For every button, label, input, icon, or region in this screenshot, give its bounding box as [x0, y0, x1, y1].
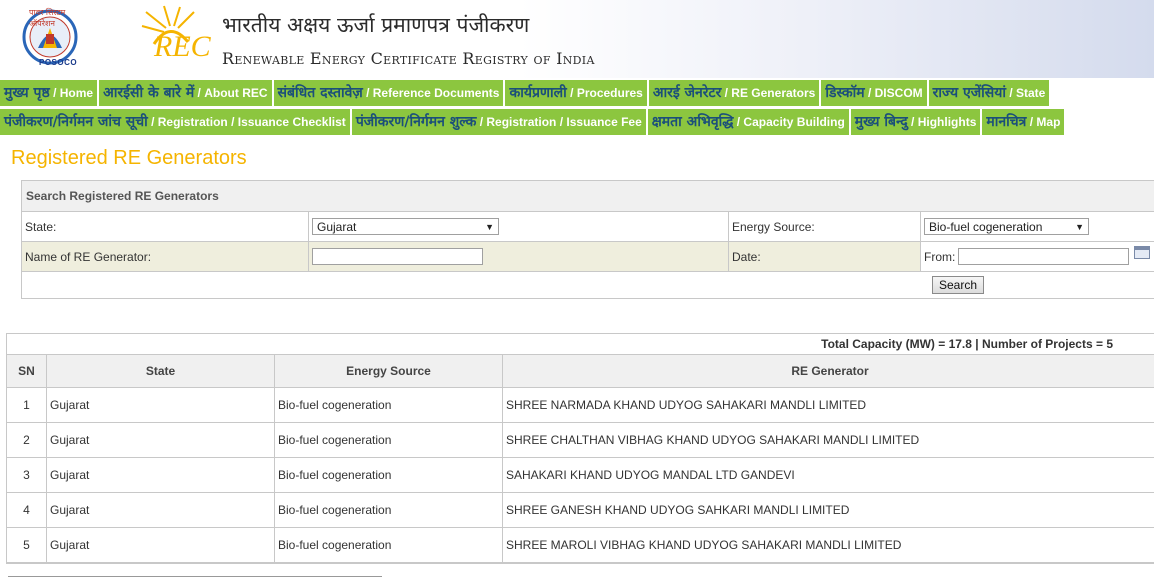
cell-sn: 3	[7, 458, 47, 492]
nav-label-english: / RE Generators	[721, 86, 816, 100]
nav-label-hindi: मुख्य बिन्दु	[854, 114, 908, 130]
main-nav-row-2	[0, 109, 1154, 135]
energy-source-select-value: Bio-fuel cogeneration	[929, 219, 1043, 234]
column-header-state: State	[47, 355, 275, 387]
nav-highlights[interactable]	[851, 109, 981, 135]
nav-label-hindi: क्षमता अभिवृद्धि	[651, 114, 734, 130]
nav-label-hindi: पंजीकरण/निर्गमन जांच सूची	[4, 114, 148, 130]
rec-sun-logo-icon	[136, 4, 220, 68]
from-label: From:	[924, 249, 956, 264]
cell-sn: 2	[7, 423, 47, 457]
nav-reference-documents[interactable]	[274, 80, 504, 106]
cell-sn: 5	[7, 528, 47, 562]
dropdown-arrow-icon: ▼	[1075, 221, 1084, 232]
nav-label-hindi: डिस्कॉम	[825, 85, 865, 101]
nav-state-agencies[interactable]	[929, 80, 1050, 106]
results-table	[6, 333, 1154, 564]
energy-source-label: Energy Source:	[729, 212, 921, 241]
nav-label-hindi: आरई जेनरेटर	[652, 85, 722, 101]
calendar-icon[interactable]	[1134, 246, 1150, 259]
re-generator-name-input[interactable]	[312, 248, 483, 265]
nav-label-english: / Home	[49, 86, 94, 100]
energy-source-select-cell	[921, 212, 1154, 241]
table-row	[7, 423, 1154, 458]
cell-re-generator: SHREE NARMADA KHAND UDYOG SAHAKARI MANDLI LIMITED	[506, 398, 867, 412]
table-header-row	[7, 355, 1154, 388]
nav-label-english: / Highlights	[907, 115, 977, 129]
nav-capacity-building[interactable]	[648, 109, 849, 135]
search-row-state	[22, 212, 1154, 242]
state-select[interactable]	[312, 218, 499, 235]
rec-logo[interactable]	[136, 4, 220, 68]
nav-label-english: / Procedures	[566, 86, 643, 100]
footer-divider	[8, 576, 382, 577]
dropdown-arrow-icon: ▼	[485, 221, 494, 232]
posoco-hindi-text: पावर सिस्टम ऑपरेशन	[29, 8, 66, 28]
energy-source-select[interactable]	[924, 218, 1089, 235]
hindi-site-title: भारतीय अक्षय ऊर्जा प्रमाणपत्र पंजीकरण	[222, 13, 530, 37]
date-from-cell	[921, 242, 1154, 271]
page-title: Registered RE Generators	[11, 147, 247, 169]
nav-label-hindi: राज्य एजेंसियां	[932, 85, 1006, 101]
search-form-heading: Search Registered RE Generators	[22, 181, 1154, 212]
nav-label-hindi: मानचित्र	[986, 114, 1027, 130]
table-row	[7, 493, 1154, 528]
cell-re-generator: SAHAKARI KHAND UDYOG MANDAL LTD GANDEVI	[506, 468, 795, 482]
state-select-value: Gujarat	[317, 219, 357, 234]
cell-energy-source: Bio-fuel cogeneration	[275, 388, 503, 422]
cell-energy-source: Bio-fuel cogeneration	[275, 493, 503, 527]
cell-re-generator: SHREE CHALTHAN VIBHAG KHAND UDYOG SAHAKARI MANDLI LIMITED	[506, 433, 920, 447]
from-date-input[interactable]	[958, 248, 1129, 265]
nav-label-english: / DISCOM	[864, 86, 923, 100]
cell-re-generator: SHREE GANESH KHAND UDYOG SAHKARI MANDLI LIMITED	[506, 503, 850, 517]
posoco-text: POSOCO	[39, 58, 78, 67]
nav-label-english: / Capacity Building	[733, 115, 845, 129]
results-summary: Total Capacity (MW) = 17.8 | Number of Projects = 5	[7, 334, 1154, 355]
cell-state: Gujarat	[47, 388, 275, 422]
posoco-logo[interactable]	[10, 4, 90, 72]
nav-procedures[interactable]	[505, 80, 646, 106]
cell-energy-source: Bio-fuel cogeneration	[275, 458, 503, 492]
column-header-re-generator: RE Generator	[791, 364, 869, 378]
english-site-title: Renewable Energy Certificate Registry of India	[222, 49, 595, 68]
state-label: State:	[22, 212, 309, 241]
nav-label-english: / About REC	[194, 86, 268, 100]
nav-label-hindi: मुख्य पृष्ठ	[4, 85, 50, 101]
nav-home[interactable]	[0, 80, 97, 106]
date-label: Date:	[729, 242, 921, 271]
table-row	[7, 388, 1154, 423]
cell-sn: 4	[7, 493, 47, 527]
state-select-cell	[309, 212, 729, 241]
cell-sn: 1	[7, 388, 47, 422]
re-generator-name-label: Name of RE Generator:	[22, 242, 309, 271]
nav-label-hindi: संबंधित दस्तावेज़	[277, 85, 363, 101]
table-row	[7, 528, 1154, 563]
cell-state: Gujarat	[47, 528, 275, 562]
cell-state: Gujarat	[47, 493, 275, 527]
nav-about-rec[interactable]	[99, 80, 271, 106]
search-form	[21, 180, 1154, 299]
cell-state: Gujarat	[47, 458, 275, 492]
cell-energy-source: Bio-fuel cogeneration	[275, 528, 503, 562]
nav-issuance-checklist[interactable]	[0, 109, 350, 135]
nav-label-hindi: पंजीकरण/निर्गमन शुल्क	[355, 114, 477, 130]
nav-label-english: / Map	[1026, 115, 1061, 129]
site-header	[0, 0, 1154, 78]
nav-label-hindi: कार्यप्रणाली	[509, 85, 567, 101]
nav-map[interactable]	[982, 109, 1064, 135]
nav-issuance-fee[interactable]	[352, 109, 646, 135]
cell-state: Gujarat	[47, 423, 275, 457]
cell-re-generator: SHREE MAROLI VIBHAG KHAND UDYOG SAHAKARI MANDLI LIMITED	[506, 538, 902, 552]
table-row	[7, 458, 1154, 493]
nav-label-english: / Registration / Issuance Fee	[476, 115, 642, 129]
nav-label-english: / Reference Documents	[362, 86, 500, 100]
search-button-row	[22, 272, 1154, 298]
column-header-sn: SN	[7, 355, 47, 387]
cell-energy-source: Bio-fuel cogeneration	[275, 423, 503, 457]
search-button[interactable]: Search	[932, 276, 984, 294]
main-nav-row-1	[0, 80, 1154, 106]
nav-label-english: / Registration / Issuance Checklist	[147, 115, 346, 129]
re-generator-name-cell	[309, 242, 729, 271]
column-header-energy-source: Energy Source	[275, 355, 503, 387]
nav-re-generators[interactable]	[649, 80, 819, 106]
nav-label-hindi: आरईसी के बारे में	[103, 85, 195, 101]
search-row-name	[22, 242, 1154, 272]
nav-discom[interactable]	[821, 80, 926, 106]
rec-logo-text: REC	[154, 30, 211, 63]
nav-label-english: / State	[1005, 86, 1046, 100]
